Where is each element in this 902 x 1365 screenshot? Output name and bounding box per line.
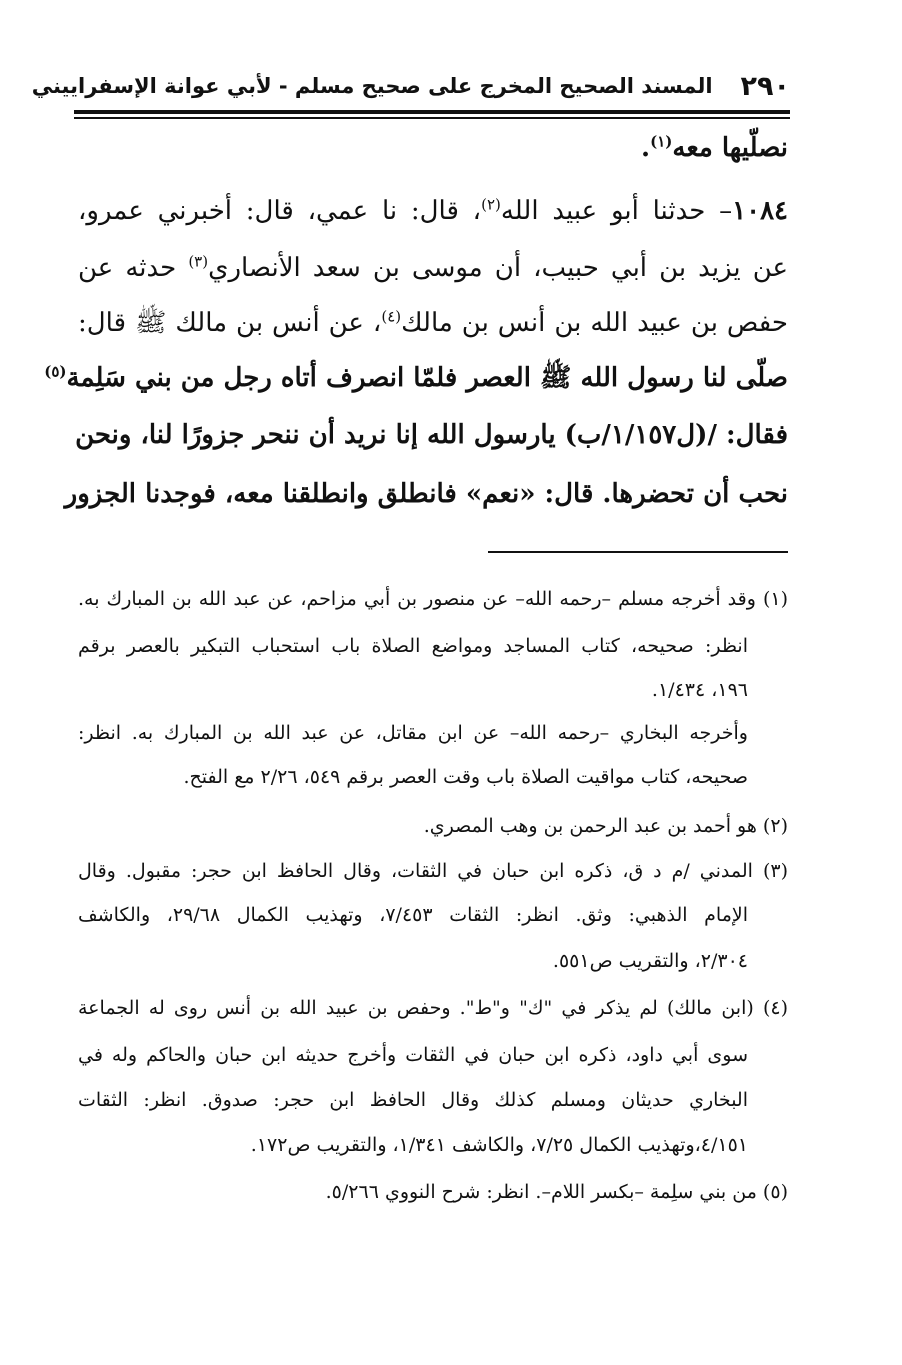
header-rule-thick [74,110,790,114]
footnote-4-line-2: سوى أبي داود، ذكره ابن حبان في الثقات وأخرج حديثه ابن حبان والحاكم وله في [78,1044,748,1066]
text-line-5: صلّى لنا رسول الله ﷺ العصر فلمّا انصرف أتاه رجل من بني سَلِمة$^{(٥)}$ [44,362,788,393]
text-line-3: عن يزيد بن أبي حبيب، أن موسى بن سعد الأنصاري$^{(٣)}$ حدثه عن [78,252,788,283]
footnote-1-line-4: وأخرجه البخاري –رحمه الله– عن ابن مقاتل، عن عبد الله بن المبارك به. انظر: [78,722,748,744]
footnote-1-line-1: (١) وقد أخرجه مسلم –رحمه الله– عن منصور بن أبي مزاحم، عن عبد الله بن المبارك به. [78,588,788,610]
text-line-7: نحب أن تحضرها. قال: «نعم» فانطلق وانطلقنا معه، فوجدنا الجزور [64,479,788,509]
footnote-ref-4: (٤) [381,307,402,326]
footnote-ref-1: (١) [650,132,673,151]
running-title: المسند الصحيح المخرج على صحيح مسلم - لأبي عوانة الإسفراييني [31,74,713,98]
footnote-4-line-4: ٤/١٥١،وتهذيب الكمال ٧/٢٥، والكاشف ١/٣٤١، والتقريب ص١٧٢. [250,1134,748,1156]
text-line-1: نصلّيها معه$^{(١)}$. [641,132,788,163]
footnote-1-line-3: ١٩٦، ١/٤٣٤. [651,679,748,701]
text-line-4: حفص بن عبيد الله بن أنس بن مالك$^{(٤)}$، عن أنس بن مالك ﷺ قال: [78,307,788,338]
footnote-4-line-3: البخاري حديثان ومسلم كذلك وقال الحافظ ابن حجر: صدوق. انظر: الثقات [78,1089,748,1111]
hadith-number: ١٠٨٤ [732,196,788,226]
header-rule-thin [74,117,790,119]
footnote-3-line-2: الإمام الذهبي: وثق. انظر: الثقات ٧/٤٥٣، وتهذيب الكمال ٢٩/٦٨، والكاشف [78,904,748,926]
text-line-2: ١٠٨٤– حدثنا أبو عبيد الله$^{(٢)}$، قال: نا عمي، قال: أخبرني عمرو، [78,195,788,226]
footnote-1-line-5: صحيحه، كتاب مواقيت الصلاة باب وقت العصر برقم ٥٤٩، ٢/٢٦ مع الفتح. [183,766,748,788]
footnote-4-line-1: (٤) (ابن مالك) لم يذكر في "ك" و"ط". وحفص بن عبيد الله بن أنس روى له الجماعة [78,997,788,1019]
footnote-separator [488,551,788,553]
page-number: ٢٩٠ [740,70,790,102]
text-line-6: فقال: /(ل١/١٥٧/ب) يارسول الله إنا نريد أن ننحر جزورًا لنا، ونحن [75,420,788,450]
footnote-ref-5: (٥) [44,362,67,381]
footnote-3-line-3: ٢/٣٠٤، والتقريب ص٥٥١. [552,950,748,972]
footnote-3-line-1: (٣) المدني /م د ق، ذكره ابن حبان في الثقات، وقال الحافظ ابن حجر: مقبول. وقال [78,860,788,882]
page-header [31,66,790,106]
footnote-2: (٢) هو أحمد بن عبد الرحمن بن وهب المصري. [423,815,788,837]
footnote-1-line-2: انظر: صحيحه، كتاب المساجد ومواضع الصلاة باب استحباب التبكير بالعصر برقم [78,635,748,657]
footnote-ref-3: (٣) [188,252,209,271]
footnote-5: (٥) من بني سلِمة –بكسر اللام–. انظر: شرح النووي ٥/٢٦٦. [325,1181,788,1203]
footnote-ref-2: (٢) [481,195,501,214]
